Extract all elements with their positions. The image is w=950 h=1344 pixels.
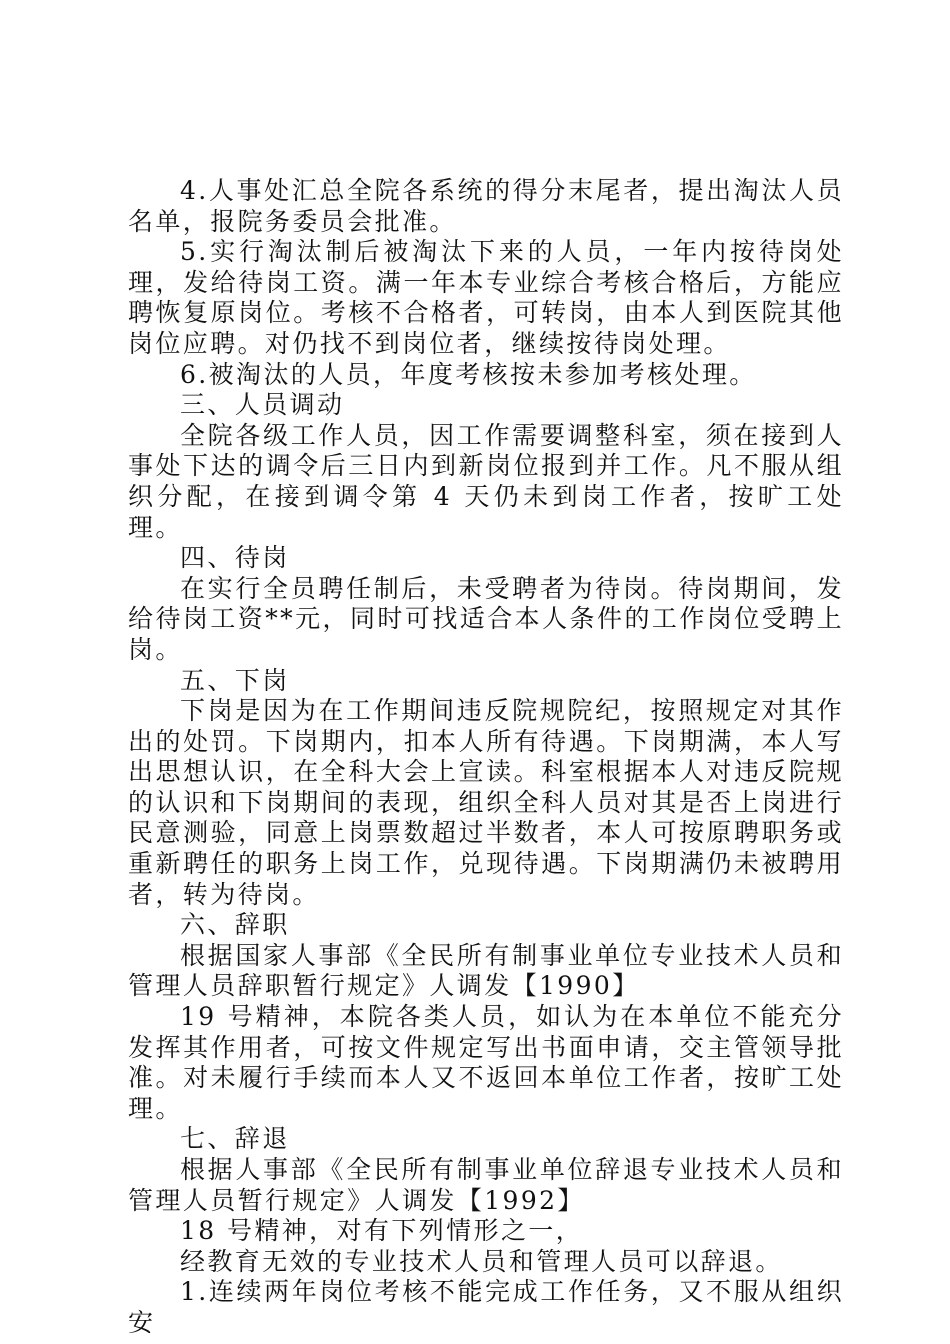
paragraph-item-6: 6.被淘汰的人员，年度考核按未参加考核处理。	[180, 359, 757, 389]
section-heading-standby: 四、待岗	[180, 543, 290, 573]
paragraph-dismissal-spirit: 18 号精神，对有下列情形之一，	[180, 1216, 584, 1246]
section-heading-layoff: 五、下岗	[180, 665, 290, 695]
paragraph-standby: 在实行全员聘任制后，未受聘者为待岗。待岗期间，发给待岗工资**元，同时可找适合本人条件的工作岗位受聘上岗。	[128, 573, 844, 664]
paragraph-resignation-detail: 19 号精神，本院各类人员，如认为在本单位不能充分发挥其作用者，可按文件规定写出书面申请，交主管领导批准。对未履行手续而本人又不返回本单位工作者，按旷工处理。	[128, 1002, 844, 1123]
paragraph-transfer: 全院各级工作人员，因工作需要调整科室，须在接到人事处下达的调令后三日内到新岗位报到并工作。凡不服从组织分配，在接到调令第 4 天仍未到岗工作者，按旷工处理。	[128, 420, 844, 542]
paragraph-dismissal-item-1: 1.连续两年岗位考核不能完成工作任务，又不服从组织安	[128, 1277, 844, 1337]
paragraph-dismissal-condition: 经教育无效的专业技术人员和管理人员可以辞退。	[180, 1246, 783, 1276]
paragraph-dismissal-basis: 根据人事部《全民所有制事业单位辞退专业技术人员和管理人员暂行规定》人调发【1992】	[128, 1155, 844, 1215]
paragraph-layoff: 下岗是因为在工作期间违反院规院纪，按照规定对其作出的处罚。下岗期内，扣本人所有待遇。下岗期满，本人写出思想认识，在全科大会上宣读。科室根据本人对违反院规的认识和下岗期间的表现，组织全科人员对其是否上岗进行民意测验，同意上岗票数超过半数者，本人可按原聘职务或重新聘任的职务上岗工作，兑现待遇。下岗期满仍未被聘用者，转为待岗。	[128, 696, 844, 909]
paragraph-resignation-basis: 根据国家人事部《全民所有制事业单位专业技术人员和管理人员辞职暂行规定》人调发【1990】	[128, 940, 844, 1001]
paragraph-item-4: 4.人事处汇总全院各系统的得分末尾者，提出淘汰人员名单，报院务委员会批准。	[128, 176, 844, 236]
document-body	[128, 176, 844, 1339]
paragraph-item-5: 5.实行淘汰制后被淘汰下来的人员，一年内按待岗处理，发给待岗工资。满一年本专业综合考核合格后，方能应聘恢复原岗位。考核不合格者，可转岗，由本人到医院其他岗位应聘。对仍找不到岗位者，继续按待岗处理。	[128, 237, 844, 358]
section-heading-resignation: 六、辞职	[180, 910, 290, 940]
section-heading-transfer: 三、人员调动	[180, 390, 345, 420]
section-heading-dismissal: 七、辞退	[180, 1124, 290, 1154]
